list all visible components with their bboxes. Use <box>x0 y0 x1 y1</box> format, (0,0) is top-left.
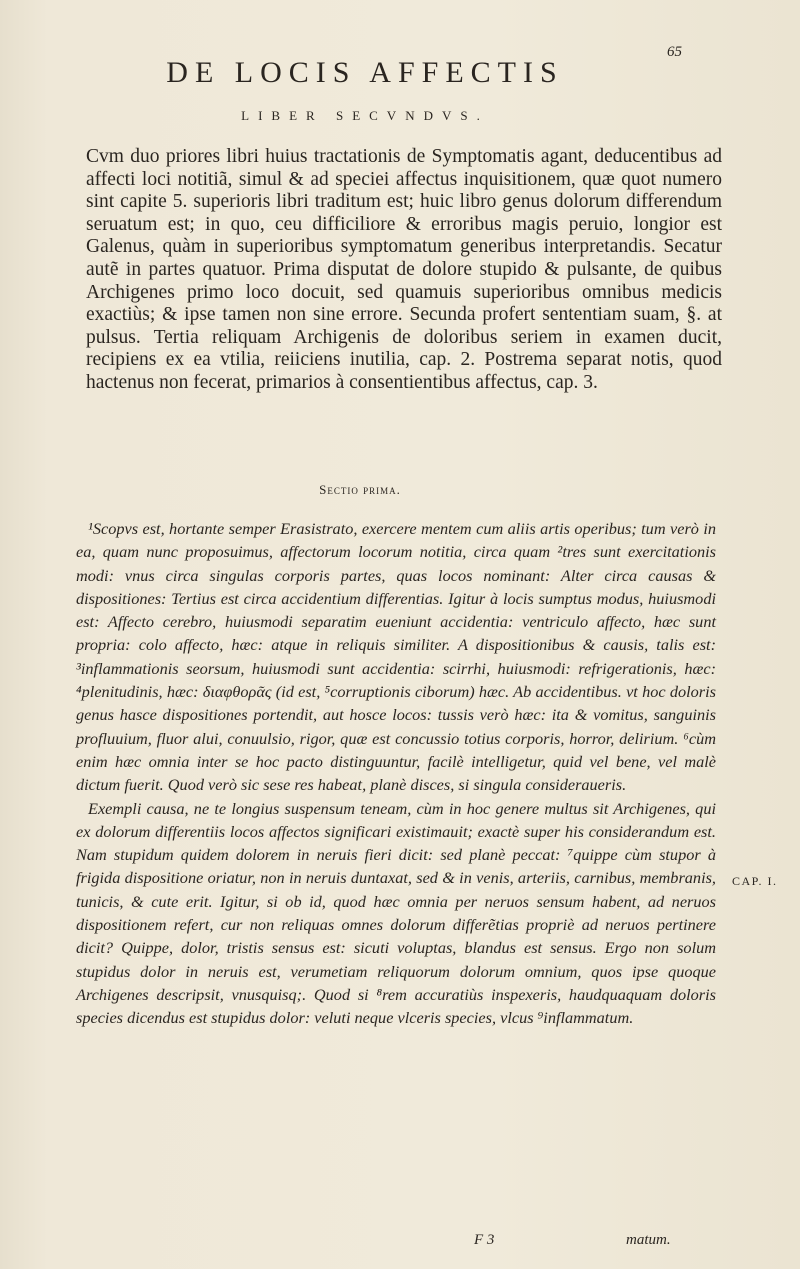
page-title: DE LOCIS AFFECTIS <box>166 56 564 89</box>
catchword: matum. <box>626 1232 671 1248</box>
body-paragraph: ¹Scopvs est, hortante semper Erasistrato, exercere mentem cum aliis artis operibus; tum verò in ea, quam nunc proposuimus, affectorum locorum notitia, circa quam ²tres sunt exercitationis modi: vnus circa singulas corporis partes, quas locos nominant: Alter circa causas & dispositiones: Tertius est circa accidentium differentias. Igitur à locis sumptus modus, huiusmodi est: Affecto cerebro, huiusmodi separatim eueniunt accidentia: ventriculo affecto, hæc sunt propria: colo affecto, hæc: atque in reliquis similiter. A dispositionibus & causis, talis est: ³inflammationis seorsum, huiusmodi sunt accidentia: scirrhi, huiusmodi: refrigerationis, hæc: ⁴plenitudinis, hæc: διαφθορᾶς (id est, ⁵corruptionis ciborum) hæc. Ab accidentibus. vt hoc doloris genus hasce dispositiones portendit, aut hosce locos: tussis verò hæc: ita & vomitus, sanguinis profluuium, fluor alui, conuulsio, rigor, quæ est concussio totius corporis, horror, delirium. ⁶cùm enim hæc omnia inter se hoc pacto distinguuntur, facilè intelligetur, quid vel bene, vel malè dictum fuerit. Quod verò sic sese res habeat, planè disces, si singula consideraueris. <box>76 519 716 795</box>
body-paragraph: Exempli causa, ne te longius suspensum teneam, cùm in hoc genere multus sit Archigenes, qui ex dolorum differentiis locos affectos significari existimauit; exactè super his considerandum est. Nam stupidum quidem dolorem in neruis fieri dicit: sed planè peccat: ⁷quippe cùm stupor à frigida dispositione oriatur, non in neruis duntaxat, sed & in venis, arteriis, carnibus, membranis, tunicis, & cute erit. Igitur, si ob id, quod hæc omnia per neruos sensum habent, ad neruos dispositionem refert, cur non reliquas omnes dolorum differẽtias propriè ad neruos pertinere dicit? Quippe, dolor, tristis sensus est: sicuti voluptas, blandus est sensus. Ergo non solum stupidus dolor in neruis est, verumetiam reliquorum dolorum omnium, quos ipse quoque Archigenes descripsit, vnusquisq;. Quod si ⁸rem accuratiùs inspexeris, haudquaquam doloris species dicendus est stupidus dolor: veluti neque vlceris species, vlcus ⁹inflammatum. <box>76 798 716 1028</box>
margin-note-chapter: CAP. I. <box>732 874 778 888</box>
section-heading: Sectio prima. <box>319 482 401 497</box>
signature-mark: F 3 <box>474 1232 495 1248</box>
book-subtitle: LIBER SECVNDVS. <box>241 108 489 123</box>
body-text <box>76 517 716 1030</box>
folio-number: 65 <box>667 44 682 60</box>
introduction-paragraph <box>86 146 722 395</box>
intro-text: Cvm duo priores libri huius tractationis de Symptomatis agant, deducentibus ad affecti loci notitiã, simul & ad speciei affectus inquisitionem, quæ quot numero sint capite 5. superioris libri traditum est; huic libro genus dolorum differendum seruatum est; in quo, ceu difficiliore & erroribus magis peruio, longior est Galenus, quàm in superioribus symptomatum generibus interpretandis. Secatur autẽ in partes quatuor. Prima disputat de dolore stupido & pulsante, de quibus Archigenes primo loco docuit, sed quamuis superioribus omnibus medicis exactiùs; & ipse tamen non sine errore. Secunda profert sententiam suam, §. at pulsus. Tertia reliquam Archigenis de doloribus seriem in examen ducit, recipiens ex ea vtilia, reiiciens inutilia, cap. 2. Postrema separat notis, quod hactenus non fecerat, primarios à consentientibus affectus, cap. 3. <box>86 146 722 393</box>
